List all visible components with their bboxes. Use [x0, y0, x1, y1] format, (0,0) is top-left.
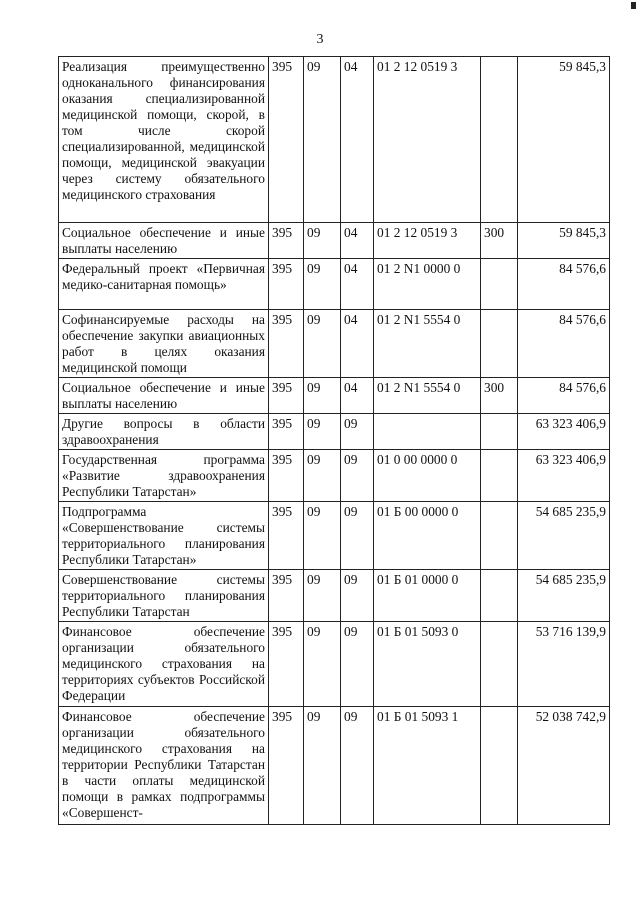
section-code: 09 — [304, 707, 341, 825]
expense-type-code — [481, 57, 518, 223]
target-code: 01 2 12 0519 3 — [374, 57, 481, 223]
table-row — [59, 450, 610, 502]
table-row — [59, 57, 610, 223]
section-code: 09 — [304, 259, 341, 310]
ministry-code: 395 — [269, 310, 304, 378]
expense-type-code — [481, 707, 518, 825]
target-code: 01 2 N1 5554 0 — [374, 378, 481, 414]
item-name: Федеральный проект «Первичная медико-санитарная помощь» — [59, 259, 269, 310]
budget-table-body — [59, 57, 610, 825]
table-row — [59, 622, 610, 707]
subsection-code: 09 — [341, 502, 374, 570]
target-code: 01 Б 01 5093 0 — [374, 622, 481, 707]
item-name: Социальное обеспечение и иные выплаты населению — [59, 223, 269, 259]
subsection-code: 09 — [341, 450, 374, 502]
amount: 84 576,6 — [518, 259, 610, 310]
ministry-code: 395 — [269, 378, 304, 414]
ministry-code: 395 — [269, 450, 304, 502]
section-code: 09 — [304, 450, 341, 502]
section-code: 09 — [304, 378, 341, 414]
amount: 54 685 235,9 — [518, 502, 610, 570]
subsection-code: 04 — [341, 57, 374, 223]
target-code: 01 2 N1 0000 0 — [374, 259, 481, 310]
expense-type-code — [481, 570, 518, 622]
table-row — [59, 378, 610, 414]
section-code: 09 — [304, 310, 341, 378]
ministry-code: 395 — [269, 223, 304, 259]
expense-type-code — [481, 622, 518, 707]
section-code: 09 — [304, 414, 341, 450]
table-row — [59, 310, 610, 378]
item-name: Совершенствование системы территориального планирования Республики Татарстан — [59, 570, 269, 622]
target-code — [374, 414, 481, 450]
item-name: Софинансируемые расходы на обеспечение закупки авиационных работ в целях оказания медицинской помощи — [59, 310, 269, 378]
table-row — [59, 223, 610, 259]
expense-type-code — [481, 259, 518, 310]
page-number: 3 — [316, 32, 324, 47]
subsection-code: 04 — [341, 223, 374, 259]
target-code: 01 Б 01 0000 0 — [374, 570, 481, 622]
table-row — [59, 259, 610, 310]
amount: 84 576,6 — [518, 378, 610, 414]
ministry-code: 395 — [269, 622, 304, 707]
expense-type-code: 300 — [481, 223, 518, 259]
subsection-code: 04 — [341, 259, 374, 310]
target-code: 01 2 N1 5554 0 — [374, 310, 481, 378]
ministry-code: 395 — [269, 502, 304, 570]
subsection-code: 09 — [341, 570, 374, 622]
amount: 63 323 406,9 — [518, 450, 610, 502]
amount: 63 323 406,9 — [518, 414, 610, 450]
amount: 53 716 139,9 — [518, 622, 610, 707]
table-row — [59, 707, 610, 825]
section-code: 09 — [304, 223, 341, 259]
target-code: 01 2 12 0519 3 — [374, 223, 481, 259]
subsection-code: 04 — [341, 378, 374, 414]
amount: 59 845,3 — [518, 57, 610, 223]
section-code: 09 — [304, 570, 341, 622]
item-name: Реализация преимущественно одноканального финансирования оказания специализированной медицинской помощи, скорой, в том числе скорой специализированной, медицинской помощи, медицинской эвакуации через систему обязательного медицинского страхования — [59, 57, 269, 223]
item-name: Государственная программа «Развитие здравоохранения Республики Татарстан» — [59, 450, 269, 502]
ministry-code: 395 — [269, 259, 304, 310]
ministry-code: 395 — [269, 707, 304, 825]
item-name: Финансовое обеспечение организации обязательного медицинского страхования на территории Республики Татарстан в части оплаты медицинской помощи в рамках подпрограммы «Совершенст- — [59, 707, 269, 825]
scan-corner-mark — [631, 2, 636, 9]
section-code: 09 — [304, 622, 341, 707]
table-row — [59, 414, 610, 450]
amount: 84 576,6 — [518, 310, 610, 378]
ministry-code: 395 — [269, 57, 304, 223]
expense-type-code — [481, 310, 518, 378]
amount: 52 038 742,9 — [518, 707, 610, 825]
amount: 59 845,3 — [518, 223, 610, 259]
table-row — [59, 570, 610, 622]
expense-type-code — [481, 502, 518, 570]
subsection-code: 04 — [341, 310, 374, 378]
expense-type-code — [481, 450, 518, 502]
expense-type-code — [481, 414, 518, 450]
amount: 54 685 235,9 — [518, 570, 610, 622]
budget-table — [58, 56, 610, 825]
subsection-code: 09 — [341, 707, 374, 825]
item-name: Социальное обеспечение и иные выплаты населению — [59, 378, 269, 414]
target-code: 01 Б 00 0000 0 — [374, 502, 481, 570]
ministry-code: 395 — [269, 414, 304, 450]
target-code: 01 0 00 0000 0 — [374, 450, 481, 502]
expense-type-code: 300 — [481, 378, 518, 414]
ministry-code: 395 — [269, 570, 304, 622]
subsection-code: 09 — [341, 622, 374, 707]
section-code: 09 — [304, 57, 341, 223]
item-name: Финансовое обеспечение организации обязательного медицинского страхования на территориях субъектов Российской Федерации — [59, 622, 269, 707]
subsection-code: 09 — [341, 414, 374, 450]
item-name: Другие вопросы в области здравоохранения — [59, 414, 269, 450]
table-row — [59, 502, 610, 570]
section-code: 09 — [304, 502, 341, 570]
target-code: 01 Б 01 5093 1 — [374, 707, 481, 825]
item-name: Подпрограмма «Совершенствование системы территориального планирования Республики Татарстан» — [59, 502, 269, 570]
